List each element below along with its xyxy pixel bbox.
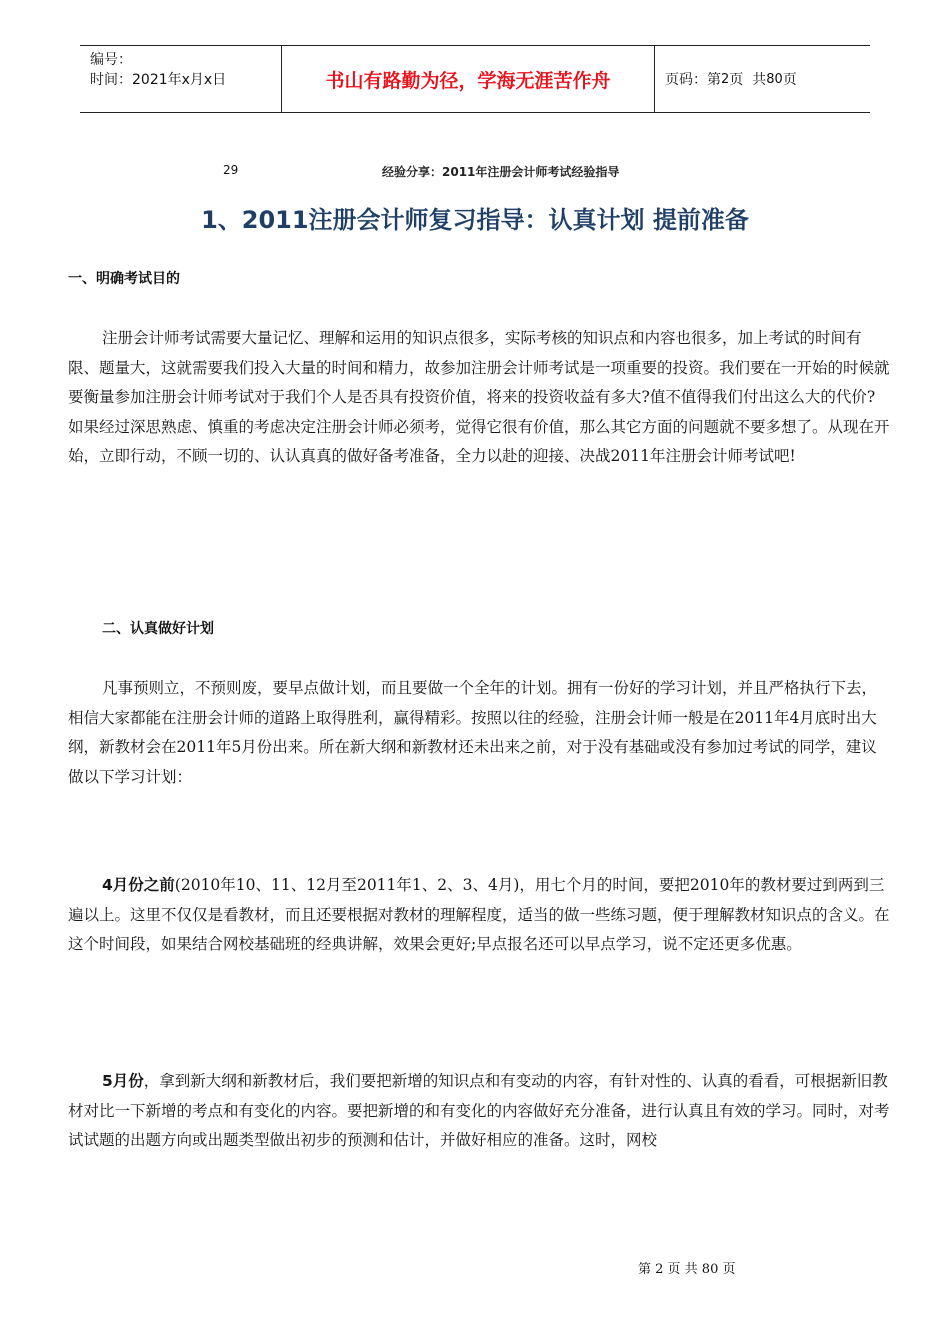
- main-title: 1、2011注册会计师复习指导：认真计划 提前准备: [201, 206, 749, 234]
- subheader-title: 经验分享：2011年注册会计师考试经验指导: [382, 165, 620, 179]
- number-label: 编号：: [90, 52, 132, 68]
- section-1-text: 注册会计师考试需要大量记忆、理解和运用的知识点很多，实际考核的知识点和内容也很多，加上考试的时间有限、题量大，这就需要我们投入大量的时间和精力，故参加注册会计师考试是一项重要的投资。我们要在一开始的时候就要衡量参加注册会计师考试对于我们个人是否具有投资价值，将来的投资收益有多大?值不值得我们付出这么大的代价?如果经过深思熟虑、慎重的考虑决定注册会计师必须考，觉得它很有价值，那么其它方面的问题就不要多想了。从现在开始，立即行动，不顾一切的、认认真真的做好备考准备，全力以赴的迎接、决战2011年注册会计师考试吧!: [68, 329, 890, 465]
- page-mid: 页 共: [729, 72, 767, 88]
- april-bold-label: 4月份之前: [102, 876, 175, 894]
- header-page-info: [655, 46, 870, 112]
- april-paragraph: [68, 871, 890, 960]
- page-number: 2: [721, 71, 730, 87]
- may-bold-label: 5月份: [102, 1072, 144, 1090]
- may-text: ，拿到新大纲和新教材后，我们要把新增的知识点和有变动的内容，有针对性的、认真的看看，可根据新旧教材对比一下新增的考点和有变化的内容。要把新增的和有变化的内容做好充分准备，进行认真且有效的学习。同时，对考试试题的出题方向或出题类型做出初步的预测和估计，并做好相应的准备。这时，网校: [68, 1072, 890, 1149]
- page-end: 页: [782, 72, 797, 88]
- subheader-page-number: 29: [223, 163, 239, 177]
- may-paragraph: [68, 1067, 890, 1156]
- section-2-heading: 二、认真做好计划: [102, 621, 214, 637]
- section-2-text: 凡事预则立，不预则废，要早点做计划，而且要做一个全年的计划。拥有一份好的学习计划，并且严格执行下去，相信大家都能在注册会计师的道路上取得胜利，赢得精彩。按照以往的经验，注册会计师一般是在2011年4月底时出大纲，新教材会在2011年5月份出来。所在新大纲和新教材还未出来之前，对于没有基础或没有参加过考试的同学，建议做以下学习计划：: [68, 679, 878, 786]
- header-meta-cell: [80, 46, 282, 112]
- section-1-paragraph: [68, 324, 890, 472]
- header-table: [80, 45, 870, 113]
- time-label: 时间：2021年x月x日: [90, 72, 227, 88]
- page-total: 80: [766, 71, 783, 87]
- page-footer: 第 2 页 共 80 页: [638, 1262, 736, 1277]
- april-text: (2010年10、11、12月至2011年1、2、3、4月)，用七个月的时间，要把2010年的教材要过到两到三遍以上。这里不仅仅是看教材，而且还要根据对教材的理解程度，适当的做一些练习题，便于理解教材知识点的含义。在这个时间段，如果结合网校基础班的经典讲解，效果会更好;早点报名还可以早点学习，说不定还更多优惠。: [68, 876, 890, 953]
- section-1-heading: 一、明确考试目的: [68, 271, 180, 287]
- section-2-paragraph: [68, 674, 890, 792]
- page-label: 页码：第: [665, 72, 721, 88]
- header-motto: 书山有路勤为径，学海无涯苦作舟: [282, 46, 655, 112]
